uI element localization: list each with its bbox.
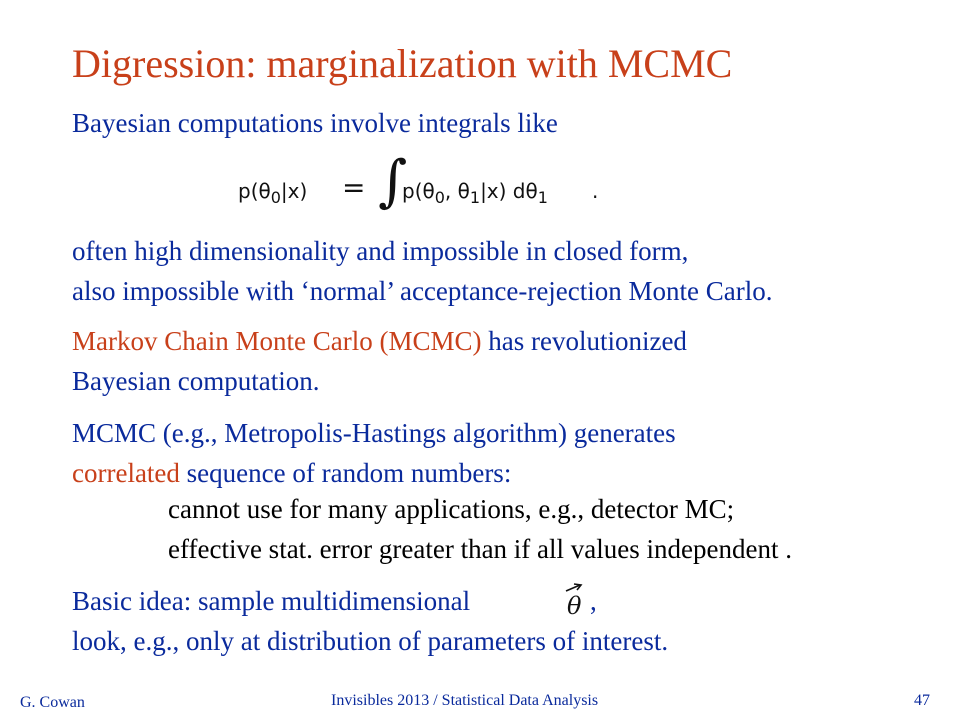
footer-author: G. Cowan — [20, 694, 85, 711]
para1-line1: often high dimensionality and impossible in closed form, — [72, 236, 689, 266]
vector-arrow-icon — [560, 582, 594, 622]
para4-comma: , — [590, 586, 597, 616]
para2-line2: Bayesian computation. — [72, 366, 320, 396]
para3-line1: MCMC (e.g., Metropolis-Hastings algorithm) generates — [72, 418, 676, 448]
integral-symbol: ∫ — [378, 149, 408, 214]
formula-period: . — [592, 179, 599, 203]
theta-symbol-text: θ — [567, 592, 582, 620]
footer-page-number: 47 — [914, 692, 930, 709]
para4-line1: Basic idea: sample multidimensional — [72, 586, 471, 616]
para2-line1 — [72, 326, 687, 357]
para3-line2 — [72, 458, 511, 489]
para3-line2-rest: sequence of random numbers: — [179, 458, 512, 488]
slide-title: Digression: marginalization with MCMC — [72, 41, 733, 86]
para1-line2: also impossible with ‘normal’ acceptance-rejection Monte Carlo. — [72, 276, 773, 306]
correlated-highlight: correlated — [72, 458, 180, 488]
mcmc-highlight: Markov Chain Monte Carlo (MCMC) — [72, 326, 482, 356]
footer-center: Invisibles 2013 / Statistical Data Analysis — [331, 692, 599, 709]
para3-bullet1: cannot use for many applications, e.g., detector MC; — [168, 494, 735, 524]
formula-rhs: $p(\theta_0$, $\theta_1|x$) $d\theta_1$ — [402, 179, 548, 207]
theta-vector-symbol — [560, 582, 594, 622]
formula-equals: = — [342, 171, 366, 204]
para2-line1-rest: has revolutionized — [481, 326, 687, 356]
formula-lhs: $p(\theta_0|x)$ — [238, 179, 308, 207]
para3-bullet2: effective stat. error greater than if all values independent . — [168, 534, 792, 564]
intro-text: Bayesian computations involve integrals like — [72, 108, 558, 138]
para4-line2: look, e.g., only at distribution of parameters of interest. — [72, 626, 669, 656]
